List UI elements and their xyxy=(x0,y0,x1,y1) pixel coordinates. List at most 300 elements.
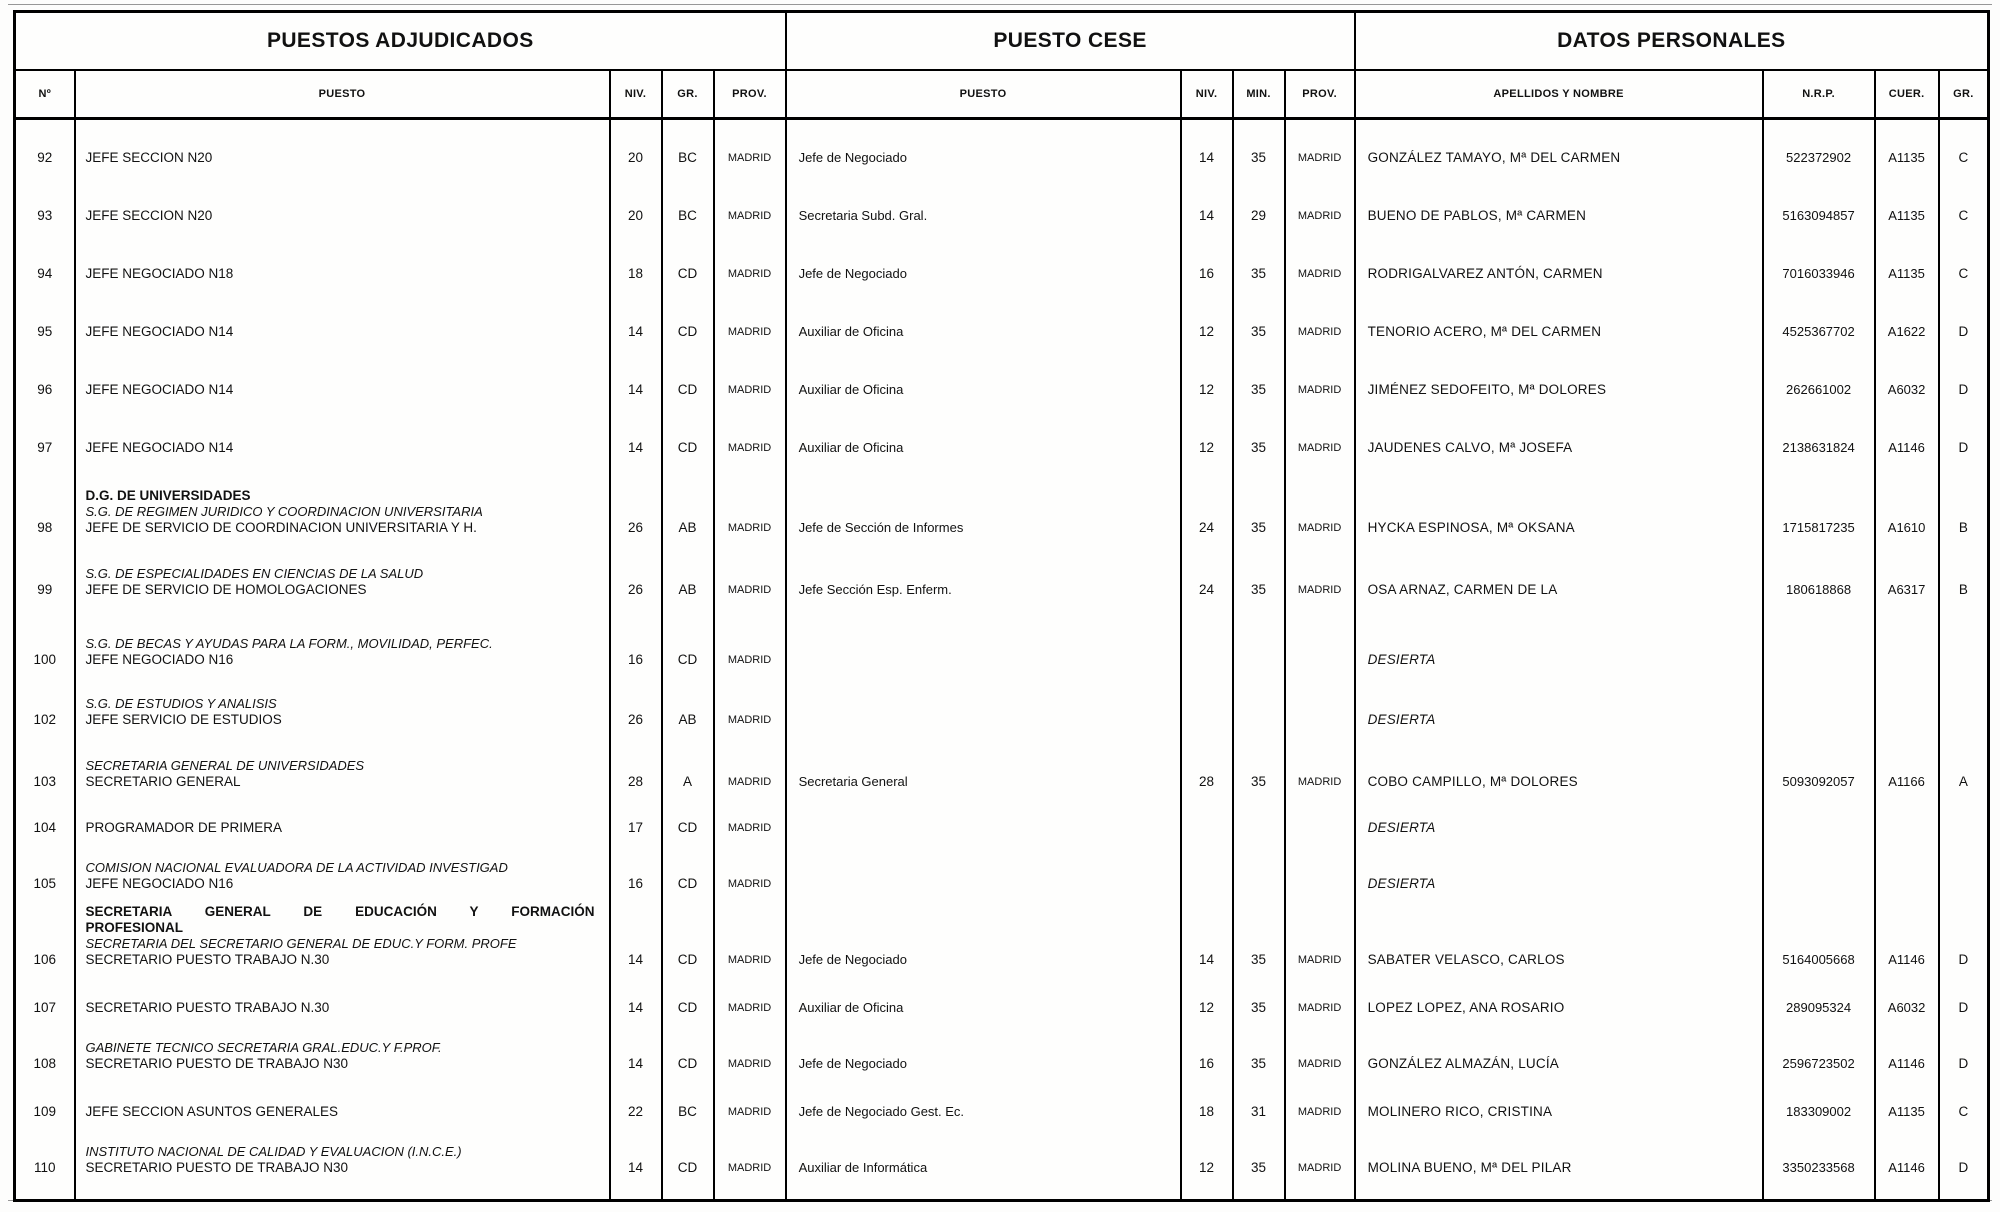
cell-num: 98 xyxy=(15,467,75,547)
cell-cese-prov: MADRID xyxy=(1285,351,1355,409)
cell-cese-min xyxy=(1233,679,1285,739)
table-row xyxy=(15,119,1989,177)
cell-cese-puesto: Auxiliar de Informática xyxy=(786,1131,1181,1187)
cell-gr: CD xyxy=(662,409,714,467)
cell-cese-min: 35 xyxy=(1233,467,1285,547)
puesto-line: SECRETARIA DEL SECRETARIO GENERAL DE EDUC.Y FORM. PROFE xyxy=(85,935,517,951)
table-row xyxy=(15,1131,1989,1187)
cell-cese-prov: MADRID xyxy=(1285,547,1355,609)
puesto-line: SECRETARIO PUESTO TRABAJO N.30 xyxy=(85,951,330,967)
cell-num: 97 xyxy=(15,409,75,467)
puesto-line: S.G. DE BECAS Y AYUDAS PARA LA FORM., MOVILIDAD, PERFEC. xyxy=(85,635,493,651)
puesto-line: S.G. DE ESTUDIOS Y ANALISIS xyxy=(85,695,277,711)
group-header-datos-personales: DATOS PERSONALES xyxy=(1355,12,1989,71)
cell-prov: MADRID xyxy=(714,679,786,739)
cell-prov: MADRID xyxy=(714,235,786,293)
spacer-cell xyxy=(714,1187,786,1201)
cell-grd: D xyxy=(1939,293,1989,351)
table-row xyxy=(15,979,1989,1027)
table-row xyxy=(15,1083,1989,1131)
cell-cese-niv: 12 xyxy=(1181,1131,1233,1187)
cell-cese-puesto: Jefe Sección Esp. Enferm. xyxy=(786,547,1181,609)
cell-gr: BC xyxy=(662,119,714,177)
cell-gr: CD xyxy=(662,609,714,679)
cell-num: 104 xyxy=(15,801,75,847)
cell-prov: MADRID xyxy=(714,1083,786,1131)
cell-niv: 20 xyxy=(610,119,662,177)
appointments-table-wrap xyxy=(13,10,1990,1202)
cell-cese-prov xyxy=(1285,679,1355,739)
spacer-cell xyxy=(1285,1187,1355,1201)
column-header-apellidos-nombre: APELLIDOS Y NOMBRE xyxy=(1355,70,1763,119)
cell-puesto xyxy=(75,119,610,177)
cell-grd: D xyxy=(1939,409,1989,467)
cell-cese-niv: 28 xyxy=(1181,739,1233,801)
table-row xyxy=(15,293,1989,351)
cell-num: 108 xyxy=(15,1027,75,1083)
table-row xyxy=(15,235,1989,293)
cell-cese-puesto xyxy=(786,609,1181,679)
cell-niv: 20 xyxy=(610,177,662,235)
puesto-line: JEFE NEGOCIADO N14 xyxy=(85,381,234,397)
column-header-niv: NIV. xyxy=(610,70,662,119)
cell-nrp: 7016033946 xyxy=(1763,235,1875,293)
cell-cese-puesto: Auxiliar de Oficina xyxy=(786,293,1181,351)
cell-grd xyxy=(1939,847,1989,903)
puesto-line: COMISION NACIONAL EVALUADORA DE LA ACTIVIDAD INVESTIGAD xyxy=(85,859,508,875)
cell-prov: MADRID xyxy=(714,1027,786,1083)
cell-num: 92 xyxy=(15,119,75,177)
puesto-line: JEFE NEGOCIADO N16 xyxy=(85,875,234,891)
cell-prov: MADRID xyxy=(714,467,786,547)
cell-niv: 14 xyxy=(610,1027,662,1083)
group-header-row xyxy=(15,12,1989,71)
cell-cese-niv xyxy=(1181,609,1233,679)
spacer-cell xyxy=(610,1187,662,1201)
cell-niv: 18 xyxy=(610,235,662,293)
table-bottom-spacer xyxy=(15,1187,1989,1201)
spacer-cell xyxy=(662,1187,714,1201)
cell-num: 110 xyxy=(15,1131,75,1187)
cell-gr: CD xyxy=(662,1131,714,1187)
cell-nrp: 5164005668 xyxy=(1763,903,1875,979)
cell-cese-prov: MADRID xyxy=(1285,1027,1355,1083)
cell-cese-prov xyxy=(1285,801,1355,847)
cell-num: 100 xyxy=(15,609,75,679)
cell-nrp: 3350233568 xyxy=(1763,1131,1875,1187)
cell-gr: CD xyxy=(662,1027,714,1083)
table-row xyxy=(15,467,1989,547)
cell-cese-niv: 18 xyxy=(1181,1083,1233,1131)
cell-cese-prov: MADRID xyxy=(1285,739,1355,801)
cell-gr: AB xyxy=(662,547,714,609)
puesto-line: SECRETARIO PUESTO DE TRABAJO N30 xyxy=(85,1159,349,1175)
cell-gr: CD xyxy=(662,903,714,979)
cell-puesto xyxy=(75,351,610,409)
cell-cese-min xyxy=(1233,801,1285,847)
puesto-line: SECRETARIO PUESTO TRABAJO N.30 xyxy=(85,999,330,1015)
appointments-table xyxy=(13,10,1990,1202)
cell-cese-puesto xyxy=(786,679,1181,739)
cell-cese-niv xyxy=(1181,679,1233,739)
puesto-line: PROGRAMADOR DE PRIMERA xyxy=(85,819,283,835)
puesto-line: JEFE SECCION N20 xyxy=(85,207,213,223)
cell-cuer: A6032 xyxy=(1875,979,1939,1027)
cell-cese-min: 35 xyxy=(1233,547,1285,609)
cell-grd: C xyxy=(1939,119,1989,177)
cell-nrp xyxy=(1763,801,1875,847)
puesto-line: JEFE SECCION N20 xyxy=(85,149,213,165)
cell-cese-niv: 14 xyxy=(1181,119,1233,177)
cell-puesto xyxy=(75,409,610,467)
cell-puesto xyxy=(75,847,610,903)
cell-nrp: 2138631824 xyxy=(1763,409,1875,467)
cell-gr: CD xyxy=(662,293,714,351)
puesto-line: JEFE NEGOCIADO N14 xyxy=(85,439,234,455)
cell-nombre: DESIERTA xyxy=(1355,847,1763,903)
cell-cese-min: 35 xyxy=(1233,979,1285,1027)
cell-puesto xyxy=(75,1131,610,1187)
cell-grd: C xyxy=(1939,235,1989,293)
cell-nrp: 2596723502 xyxy=(1763,1027,1875,1083)
cell-niv: 16 xyxy=(610,847,662,903)
column-header-cese-niv: NIV. xyxy=(1181,70,1233,119)
column-header-cese-prov: PROV. xyxy=(1285,70,1355,119)
cell-niv: 14 xyxy=(610,903,662,979)
cell-cese-min: 35 xyxy=(1233,119,1285,177)
spacer-cell xyxy=(1939,1187,1989,1201)
cell-puesto xyxy=(75,293,610,351)
cell-cuer: A1146 xyxy=(1875,1027,1939,1083)
column-header-row xyxy=(15,70,1989,119)
cell-nombre: HYCKA ESPINOSA, Mª OKSANA xyxy=(1355,467,1763,547)
spacer-cell xyxy=(1355,1187,1763,1201)
cell-cese-puesto: Auxiliar de Oficina xyxy=(786,409,1181,467)
cell-cese-prov: MADRID xyxy=(1285,903,1355,979)
cell-grd: B xyxy=(1939,467,1989,547)
cell-cese-prov: MADRID xyxy=(1285,409,1355,467)
puesto-line: JEFE NEGOCIADO N16 xyxy=(85,651,234,667)
puesto-line: SECRETARIO GENERAL xyxy=(85,773,241,789)
cell-cese-prov: MADRID xyxy=(1285,979,1355,1027)
cell-puesto xyxy=(75,547,610,609)
cell-nrp xyxy=(1763,609,1875,679)
cell-cese-prov: MADRID xyxy=(1285,1131,1355,1187)
cell-nombre: JIMÉNEZ SEDOFEITO, Mª DOLORES xyxy=(1355,351,1763,409)
cell-nombre: GONZÁLEZ ALMAZÁN, LUCÍA xyxy=(1355,1027,1763,1083)
cell-num: 95 xyxy=(15,293,75,351)
cell-cese-prov xyxy=(1285,847,1355,903)
cell-cese-niv: 24 xyxy=(1181,547,1233,609)
cell-nrp: 183309002 xyxy=(1763,1083,1875,1131)
puesto-line: JEFE DE SERVICIO DE HOMOLOGACIONES xyxy=(85,581,367,597)
cell-cese-niv xyxy=(1181,801,1233,847)
table-row xyxy=(15,1027,1989,1083)
cell-grd: C xyxy=(1939,177,1989,235)
cell-num: 107 xyxy=(15,979,75,1027)
cell-grd: D xyxy=(1939,903,1989,979)
cell-cuer: A1146 xyxy=(1875,409,1939,467)
cell-cuer: A6317 xyxy=(1875,547,1939,609)
cell-puesto xyxy=(75,679,610,739)
cell-prov: MADRID xyxy=(714,351,786,409)
cell-num: 105 xyxy=(15,847,75,903)
cell-nombre: MOLINERO RICO, CRISTINA xyxy=(1355,1083,1763,1131)
cell-puesto xyxy=(75,1083,610,1131)
table-row xyxy=(15,177,1989,235)
cell-niv: 14 xyxy=(610,293,662,351)
cell-cese-puesto: Secretaria Subd. Gral. xyxy=(786,177,1181,235)
cell-cuer: A1146 xyxy=(1875,903,1939,979)
cell-cese-niv: 12 xyxy=(1181,351,1233,409)
cell-num: 96 xyxy=(15,351,75,409)
cell-cese-prov: MADRID xyxy=(1285,119,1355,177)
table-row xyxy=(15,847,1989,903)
cell-nrp: 522372902 xyxy=(1763,119,1875,177)
cell-cese-min: 35 xyxy=(1233,351,1285,409)
cell-cese-prov: MADRID xyxy=(1285,293,1355,351)
column-header-puesto-cese: PUESTO xyxy=(786,70,1181,119)
cell-prov: MADRID xyxy=(714,409,786,467)
cell-cese-min: 35 xyxy=(1233,293,1285,351)
cell-nombre: RODRIGALVAREZ ANTÓN, CARMEN xyxy=(1355,235,1763,293)
cell-cuer: A1622 xyxy=(1875,293,1939,351)
puesto-line: JEFE NEGOCIADO N14 xyxy=(85,323,234,339)
cell-cese-prov xyxy=(1285,609,1355,679)
cell-nrp: 289095324 xyxy=(1763,979,1875,1027)
spacer-cell xyxy=(1875,1187,1939,1201)
puesto-line: INSTITUTO NACIONAL DE CALIDAD Y EVALUACION (I.N.C.E.) xyxy=(85,1143,462,1159)
cell-nrp xyxy=(1763,847,1875,903)
table-body xyxy=(15,119,1989,1201)
cell-puesto xyxy=(75,235,610,293)
puesto-line: S.G. DE ESPECIALIDADES EN CIENCIAS DE LA SALUD xyxy=(85,565,424,581)
cell-nombre: OSA ARNAZ, CARMEN DE LA xyxy=(1355,547,1763,609)
cell-cuer xyxy=(1875,679,1939,739)
cell-cese-niv: 12 xyxy=(1181,409,1233,467)
cell-num: 99 xyxy=(15,547,75,609)
table-row xyxy=(15,351,1989,409)
cell-grd xyxy=(1939,801,1989,847)
cell-nombre: JAUDENES CALVO, Mª JOSEFA xyxy=(1355,409,1763,467)
puesto-line: GABINETE TECNICO SECRETARIA GRAL.EDUC.Y F.PROF. xyxy=(85,1039,442,1055)
cell-nrp: 180618868 xyxy=(1763,547,1875,609)
puesto-line: SECRETARIO PUESTO DE TRABAJO N30 xyxy=(85,1055,349,1071)
cell-cuer: A1135 xyxy=(1875,235,1939,293)
cell-puesto xyxy=(75,903,610,979)
cell-cese-min: 35 xyxy=(1233,1131,1285,1187)
cell-cese-puesto: Auxiliar de Oficina xyxy=(786,979,1181,1027)
cell-gr: BC xyxy=(662,1083,714,1131)
cell-cese-prov: MADRID xyxy=(1285,177,1355,235)
cell-num: 109 xyxy=(15,1083,75,1131)
cell-cese-puesto: Jefe de Negociado xyxy=(786,1027,1181,1083)
cell-cuer: A1146 xyxy=(1875,1131,1939,1187)
column-header-gr: GR. xyxy=(662,70,714,119)
cell-niv: 14 xyxy=(610,979,662,1027)
cell-cese-puesto: Secretaria General xyxy=(786,739,1181,801)
cell-cese-min: 35 xyxy=(1233,409,1285,467)
column-header-cuer: CUER. xyxy=(1875,70,1939,119)
cell-nombre: TENORIO ACERO, Mª DEL CARMEN xyxy=(1355,293,1763,351)
cell-cese-puesto xyxy=(786,801,1181,847)
cell-cese-puesto xyxy=(786,847,1181,903)
cell-niv: 26 xyxy=(610,679,662,739)
cell-niv: 16 xyxy=(610,609,662,679)
cell-cese-puesto: Auxiliar de Oficina xyxy=(786,351,1181,409)
puesto-line: JEFE SERVICIO DE ESTUDIOS xyxy=(85,711,282,727)
cell-prov: MADRID xyxy=(714,609,786,679)
cell-gr: A xyxy=(662,739,714,801)
cell-prov: MADRID xyxy=(714,177,786,235)
cell-gr: BC xyxy=(662,177,714,235)
cell-cese-niv: 14 xyxy=(1181,903,1233,979)
table-row xyxy=(15,739,1989,801)
cell-puesto xyxy=(75,467,610,547)
puesto-line: PROFESIONAL xyxy=(85,919,184,935)
cell-niv: 22 xyxy=(610,1083,662,1131)
cell-prov: MADRID xyxy=(714,903,786,979)
cell-grd: D xyxy=(1939,979,1989,1027)
cell-cese-min xyxy=(1233,847,1285,903)
puesto-line: JEFE NEGOCIADO N18 xyxy=(85,265,234,281)
cell-cuer: A1166 xyxy=(1875,739,1939,801)
cell-num: 102 xyxy=(15,679,75,739)
cell-cese-prov: MADRID xyxy=(1285,467,1355,547)
spacer-cell xyxy=(1233,1187,1285,1201)
cell-nombre: GONZÁLEZ TAMAYO, Mª DEL CARMEN xyxy=(1355,119,1763,177)
cell-grd: D xyxy=(1939,1027,1989,1083)
cell-cese-niv: 16 xyxy=(1181,1027,1233,1083)
puesto-line: SECRETARIA GENERAL DE UNIVERSIDADES xyxy=(85,757,365,773)
cell-cese-niv: 24 xyxy=(1181,467,1233,547)
table-row xyxy=(15,801,1989,847)
cell-nombre: DESIERTA xyxy=(1355,609,1763,679)
cell-puesto xyxy=(75,609,610,679)
cell-cuer xyxy=(1875,801,1939,847)
spacer-cell xyxy=(786,1187,1181,1201)
cell-cese-min: 35 xyxy=(1233,739,1285,801)
column-header-num: Nº xyxy=(15,70,75,119)
cell-cuer xyxy=(1875,847,1939,903)
cell-cuer: A1135 xyxy=(1875,119,1939,177)
cell-prov: MADRID xyxy=(714,739,786,801)
cell-cese-niv: 12 xyxy=(1181,293,1233,351)
cell-cese-min: 29 xyxy=(1233,177,1285,235)
cell-cese-puesto: Jefe de Negociado xyxy=(786,119,1181,177)
group-header-puesto-cese: PUESTO CESE xyxy=(786,12,1355,71)
spacer-cell xyxy=(75,1187,610,1201)
cell-cuer: A6032 xyxy=(1875,351,1939,409)
cell-nombre: SABATER VELASCO, CARLOS xyxy=(1355,903,1763,979)
cell-grd xyxy=(1939,609,1989,679)
cell-prov: MADRID xyxy=(714,547,786,609)
cell-gr: CD xyxy=(662,847,714,903)
cell-cese-min: 31 xyxy=(1233,1083,1285,1131)
cell-cese-prov: MADRID xyxy=(1285,235,1355,293)
cell-nrp: 5093092057 xyxy=(1763,739,1875,801)
cell-cese-min: 35 xyxy=(1233,903,1285,979)
scan-edge-top xyxy=(8,4,1992,5)
table-row xyxy=(15,547,1989,609)
cell-niv: 17 xyxy=(610,801,662,847)
cell-cuer xyxy=(1875,609,1939,679)
cell-gr: CD xyxy=(662,351,714,409)
column-header-cese-min: MIN. xyxy=(1233,70,1285,119)
cell-puesto xyxy=(75,801,610,847)
cell-prov: MADRID xyxy=(714,847,786,903)
cell-grd xyxy=(1939,679,1989,739)
column-header-puesto-adjudicado: PUESTO xyxy=(75,70,610,119)
group-header-puestos-adjudicados: PUESTOS ADJUDICADOS xyxy=(15,12,786,71)
cell-nombre: LOPEZ LOPEZ, ANA ROSARIO xyxy=(1355,979,1763,1027)
cell-nombre: DESIERTA xyxy=(1355,801,1763,847)
table-row xyxy=(15,409,1989,467)
cell-puesto xyxy=(75,739,610,801)
cell-nrp: 262661002 xyxy=(1763,351,1875,409)
cell-cese-puesto: Jefe de Negociado Gest. Ec. xyxy=(786,1083,1181,1131)
cell-prov: MADRID xyxy=(714,801,786,847)
cell-cese-puesto: Jefe de Negociado xyxy=(786,235,1181,293)
cell-cese-puesto: Jefe de Negociado xyxy=(786,903,1181,979)
puesto-line: D.G. DE UNIVERSIDADES xyxy=(85,487,251,503)
spacer-cell xyxy=(1763,1187,1875,1201)
cell-gr: CD xyxy=(662,235,714,293)
cell-niv: 26 xyxy=(610,467,662,547)
cell-gr: CD xyxy=(662,801,714,847)
cell-prov: MADRID xyxy=(714,979,786,1027)
cell-cese-niv: 12 xyxy=(1181,979,1233,1027)
cell-niv: 14 xyxy=(610,1131,662,1187)
cell-gr: AB xyxy=(662,679,714,739)
cell-nrp: 4525367702 xyxy=(1763,293,1875,351)
cell-cese-puesto: Jefe de Sección de Informes xyxy=(786,467,1181,547)
cell-cese-niv: 14 xyxy=(1181,177,1233,235)
cell-prov: MADRID xyxy=(714,1131,786,1187)
cell-cese-prov: MADRID xyxy=(1285,1083,1355,1131)
table-row xyxy=(15,609,1989,679)
cell-num: 106 xyxy=(15,903,75,979)
cell-num: 94 xyxy=(15,235,75,293)
cell-cese-min: 35 xyxy=(1233,1027,1285,1083)
puesto-line: JEFE SECCION ASUNTOS GENERALES xyxy=(85,1103,339,1119)
cell-nombre: DESIERTA xyxy=(1355,679,1763,739)
cell-grd: C xyxy=(1939,1083,1989,1131)
cell-num: 103 xyxy=(15,739,75,801)
puesto-line: JEFE DE SERVICIO DE COORDINACION UNIVERSITARIA Y H. xyxy=(85,519,477,535)
cell-cese-min xyxy=(1233,609,1285,679)
cell-niv: 26 xyxy=(610,547,662,609)
cell-gr: CD xyxy=(662,979,714,1027)
cell-grd: B xyxy=(1939,547,1989,609)
column-header-prov: PROV. xyxy=(714,70,786,119)
cell-cese-niv xyxy=(1181,847,1233,903)
cell-grd: D xyxy=(1939,1131,1989,1187)
puesto-line: S.G. DE REGIMEN JURIDICO Y COORDINACION UNIVERSITARIA xyxy=(85,503,483,519)
cell-grd: A xyxy=(1939,739,1989,801)
table-row xyxy=(15,679,1989,739)
cell-nombre: MOLINA BUENO, Mª DEL PILAR xyxy=(1355,1131,1763,1187)
cell-cese-niv: 16 xyxy=(1181,235,1233,293)
cell-cuer: A1610 xyxy=(1875,467,1939,547)
cell-prov: MADRID xyxy=(714,119,786,177)
spacer-cell xyxy=(1181,1187,1233,1201)
cell-nrp: 5163094857 xyxy=(1763,177,1875,235)
cell-gr: AB xyxy=(662,467,714,547)
cell-niv: 14 xyxy=(610,351,662,409)
cell-puesto xyxy=(75,177,610,235)
cell-prov: MADRID xyxy=(714,293,786,351)
